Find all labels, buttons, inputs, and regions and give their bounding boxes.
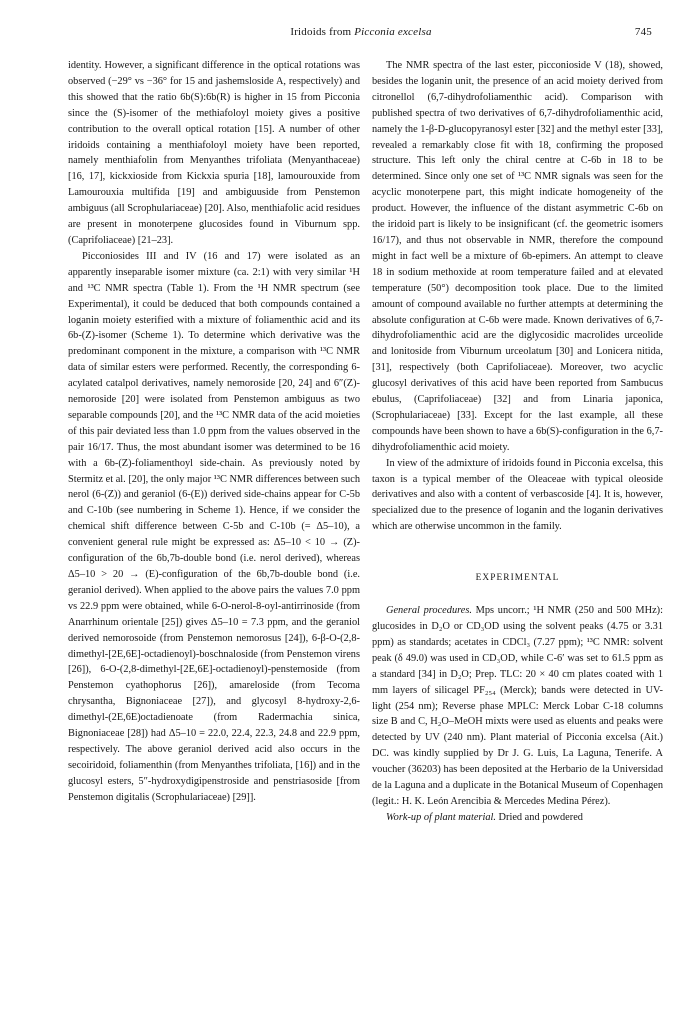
general-procedures-body: Mps uncorr.; ¹H NMR (250 and 500 MHz): glucosides in D₂O or CD₃OD using the solvent peaks (4.75 or 3.31 ppm) as standards; acetates in CDCl₃ (7.27 ppm); ¹³C NMR: solvent peak (δ 49.0) was used in CD₃OD, while C-6′ was set to 61.5 ppm as a standard [34] in D₂O; Prep. TLC: 20 × 40 cm plates coated with 1 mm layers of silicagel PF₂₅₄ (Merck); bands were detected in UV-light (254 nm); Reverse phase MPLC: Merck Lobar C-18 columns size B and C, H₂O–MeOH mixts were used as eluents and peaks were detected by UV (240 nm). Plant material of Picconia excelsa (Ait.) DC. was kindly supplied by Dr J. G. Luis, La Laguna, Tenerife. A voucher (36203) has been deposited at the Herbario de la Universidad de la Laguna and a duplicate in the Botanical Museum of Copenhagen (legit.: H. K. León Arencibia & Mercedes Medina Pérez). [372, 605, 663, 807]
page-number: 745 [634, 26, 652, 38]
paragraph-general-procedures [372, 603, 663, 810]
paragraph-workup [372, 810, 663, 826]
paragraph-admixture: In view of the admixture of iridoids found in Picconia excelsa, this taxon is a typical member of the Oleaceae with typical oleoside derivatives and also with a content of verbascoside [4]. It is, however, specialized due to the presence of loganin and the loganin derivatives which are otherwise uncommon in the family. [372, 457, 663, 533]
workup-lead: Work-up of plant material. [386, 811, 496, 823]
general-procedures-lead: General procedures. [386, 605, 472, 617]
paragraph-nmr-spectra: The NMR spectra of the last ester, picconioside V (18), showed, besides the loganin unit, the presence of an acid moiety derived from citronellol (6,7-dihydrofoliamenthic acid). Comparison with published spectra of two derivatives of 6,7-dihydrofoliamenthic acid, namely the 1-β-D-glucopyranosyl ester [32] and the methyl ester [33], revealed a remarkably close fit with 18, confirming the proposed structure. This left only the chiral centre at C-6b in 18 to be determined. Since only one set of ¹³C NMR signals was seen for the acyclic monoterpene part, this might indicate homogeneity of the product. However, the influence of the distant asymmetric C-6b on the iridoid part is likely to be insignificant (cf. the geometric isomers 16/17), and thus not observable in NMR, therefore the compound might in fact well be a mixture of 6b-epimers. An attempt to cleave 18 in sodium methoxide at room temperature failed and at elevated temperature (50°) decomposition took place. Due to the limited amount of compound available no further attempts at determining the absolute configuration at C-6b were made. Known derivatives of 6,7-dihydrofoliamenthic acid are the diglycosidic macrolides urceolide and lonitoside from Viburnum urceolatum [30] and Lonicera nitida, [31], respectively (both Caprifoliaceae). Moreover, two acyclic glucosyl derivatives of this acid have been reported from Sambucus ebulus, (Caprifoliaceae) [32] and from Linaria japonica, (Scrophulariaceae) [33]. Except for the last example, all these compounds have been shown to have a 6b(S)-configuration in the 6,7-dihydrofoliamenthic acid moiety. [372, 60, 663, 453]
running-head [70, 26, 652, 42]
right-column [372, 58, 663, 1008]
running-title [70, 26, 652, 38]
workup-body: Dried and powdered [495, 811, 583, 823]
running-title-plain: Iridoids from [290, 26, 355, 38]
paragraph-identity: identity. However, a significant difference in the optical rotations was observed (−29° vs −36° for 15 and jashemsloside A, respectively) and this showed that the ratio 6b(S):6b(R) is higher in 15 from Picconia since the (S)-isomer of the methiafoloyl moiety gives a positive contribution to the overall optical rotation [15]. A number of other iridoids containing a menthiafoloyl moiety have been reported, namely menthiafolin from Menyanthes trifoliata (Menyanthaceae) [16, 17], kickxioside from Kickxia spuria [18], lamourouxide from Lamourouxia multifida [19] and ambiguuside from Penstemon ambiguus (all Scrophulariaceae) [20]. Also, menthiafolic acid residues are present in monoterpene glucosides found in Viburnum spp. (Caprifoliaceae) [21–23]. [68, 60, 360, 246]
running-title-species: Picconia excelsa [354, 26, 432, 38]
left-column [68, 58, 360, 1008]
paragraph-picconiosides: Picconiosides III and IV (16 and 17) were isolated as an apparently inseparable isomer mixture (ca. 2:1) with very similar ¹H and ¹³C NMR spectra (Table 1). From the ¹H NMR spectrum (see Experimental), it could be deduced that both compounds contained a loganin moiety esterified with a mixture of foliamenthic acid and its 6b-(Z)-isomer (Scheme 1). To determine which derivative was the predominant component in the mixture, a comparison with ¹³C NMR data of similar esters were performed. Recently, the corresponding 6-acylated catalpol derivatives, namely nemoroside [20, 24] and 6″(Z)-nemoroside [20] were isolated from Penstemon ambiguus as two separable compounds [20], and the ¹³C NMR data of the acid moieties of this pair deviated less than 1.0 ppm from the values observed in the pair 16/17. Thus, the most abundant isomer was determined to be 16 with a 6b-(Z)-foliamenthoyl side-chain. As previously noted by Stermitz et al. [20], the only major ¹³C NMR differences between such nerol (6-(Z)) and geraniol (6-(E)) derived side-chains appear for C-5b and C-10b (see numbering in Scheme 1). Hence, if we consider the chemical shift difference between C-5b and C-10b (= Δ5–10), a convenient general rule might be expressed as: Δ5–10 < 10 → (Z)-configuration of the 6b,7b-double bond (i.e. nerol derived), whereas Δ5–10 > 20 → (E)-configuration of the 6b,7b-double bond (i.e. geraniol derived). When applied to the above pairs the values 7.0 ppm vs 22.9 ppm were obtained, while 6-O-nerol-8-oyl-antirrinoside (from Anarrhinum orientale [25]) gives Δ5–10 = 7.3 ppm, and the geraniol derived nemorosoide (from Penstemon nemorosus [24]), 6-β-O-(2,8-dimethyl-[2E,6E]-octadienoyl)-boschnaloside (from Penstemon virens [26]), 6-O-(2,8-dimethyl-[2E,6E]-octadienoyl)-penstemoside (from Penstemon cyathophorus [26]), amareloside (from Tecoma chrysantha, Bignoniaceae [27]), and glycosyl 8-hydroxy-2,6-dimethyl-(2E,6E)octadienoate (from Radermachia sinica, Bignoniaceae [28]) had Δ5–10 = 22.0, 22.4, 22.3, 24.8 and 22.9 ppm, respectively. The above geraniol derived acid also occurs in the secoiridoid, foliamenthin (from Menyanthes trifoliata, [16]) and in the glucosyl esters, 5″-hydroxydigipenstroside and penstriasoside [from Penstemon digitalis (Scrophulariaceae) [29]]. [68, 250, 360, 803]
section-heading-experimental: EXPERIMENTAL [475, 573, 560, 584]
